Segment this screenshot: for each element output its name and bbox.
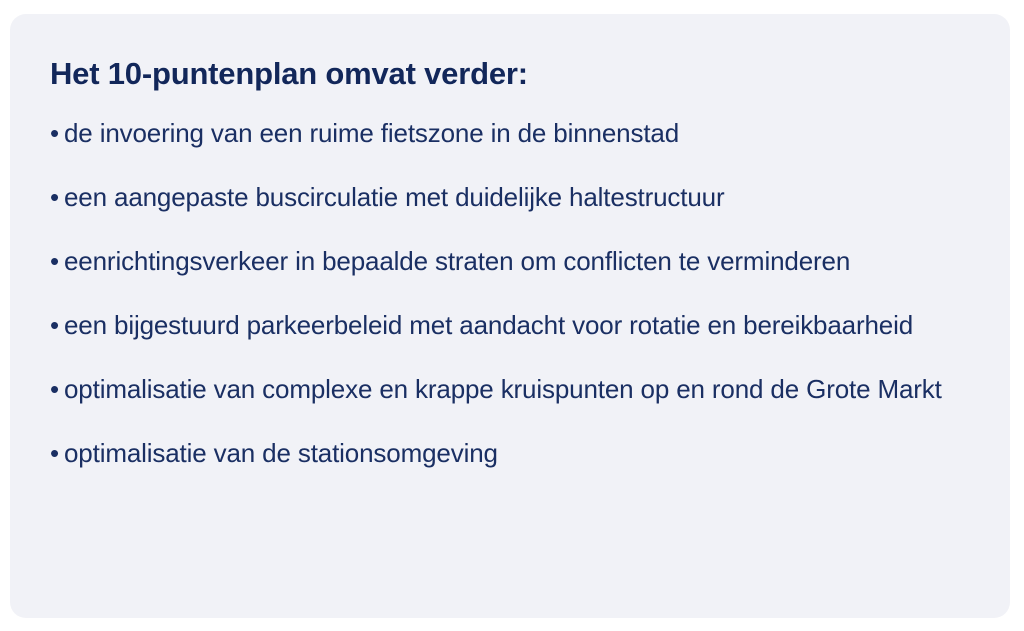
list-item-text: de invoering van een ruime fietszone in de binnenstad [64,118,680,148]
list-item [50,432,970,474]
list-item-text: optimalisatie van complexe en krappe kruispunten op en rond de Grote Markt [64,374,942,404]
bullet-icon: • [50,310,59,340]
list-item-text: een aangepaste buscirculatie met duidelijke haltestructuur [64,182,725,212]
list-item [50,112,970,154]
bullet-icon: • [50,118,59,148]
bullet-icon: • [50,374,59,404]
bullet-icon: • [50,438,59,468]
list-item [50,368,970,410]
info-card [10,14,1010,618]
bullet-icon: • [50,246,59,276]
card-heading: Het 10-puntenplan omvat verder: [50,56,528,91]
list-item-text: eenrichtingsverkeer in bepaalde straten om conflicten te verminderen [64,246,851,276]
bullet-icon: • [50,182,59,212]
list-item-text: optimalisatie van de stationsomgeving [64,438,498,468]
list-item [50,176,970,218]
list-item [50,240,970,282]
list-item [50,304,970,346]
bullet-list [50,112,970,474]
list-item-text: een bijgestuurd parkeerbeleid met aandacht voor rotatie en bereikbaarheid [64,310,914,340]
